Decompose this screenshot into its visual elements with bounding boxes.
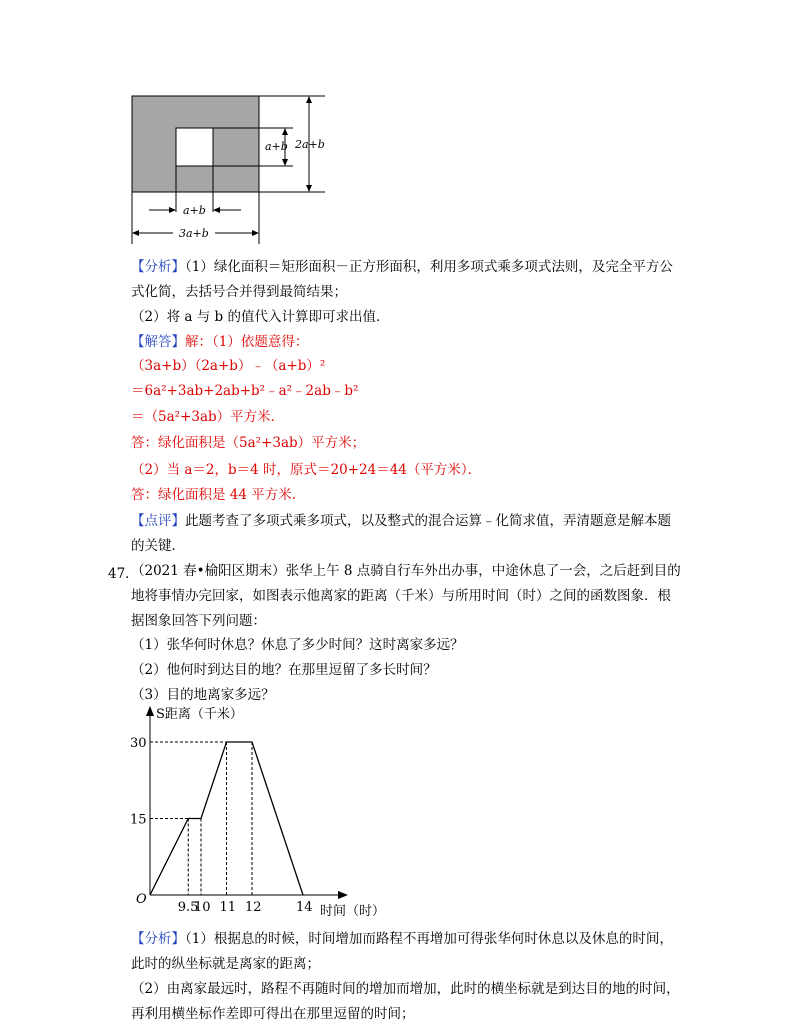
analysis-2-line-4: 再利用横坐标作差即可得出在那里逗留的时间； — [131, 1006, 415, 1022]
origin-label: O — [136, 892, 147, 907]
question-47-sub-3: （3）目的地离家多远？ — [131, 687, 275, 703]
x-tick-label: 11 — [219, 900, 237, 915]
solution-1-eq-2: ＝6a²+3ab+2ab+b²﹣a²﹣2ab﹣b² — [131, 383, 359, 399]
analysis-1-line-2: 式化简，去括号合并得到最简结果； — [131, 284, 347, 300]
analysis-2-line-1: 【分析】（1）根据息的时候，时间增加而路程不再增加可得张华何时休息以及休息的时间， — [131, 931, 673, 947]
x-tick-label: 14 — [296, 900, 313, 915]
comment-1-line-2: 的关键． — [131, 538, 185, 554]
x-tick-label: 10 — [194, 900, 211, 915]
inner-width-label: a+b — [183, 204, 206, 217]
analysis-2-line-3: （2）由离家最远时，路程不再随时间的增加而增加，此时的横坐标就是到达目的地的时间， — [131, 981, 680, 997]
x-axis-arrow — [338, 891, 348, 899]
analysis-1-line-1: 【分析】（1）绿化面积＝矩形面积－正方形面积，利用多项式乘多项式法则，及完全平方公 — [131, 259, 673, 275]
x-axis-label: 时间（时） — [320, 904, 386, 919]
x-tick-label: 9.5 — [177, 900, 199, 915]
solution-1-eq-1: （3a+b）（2a+b）﹣（a+b）² — [131, 358, 326, 374]
y-tick-label: 15 — [130, 812, 147, 828]
question-47-line-2: 地将事情办完回家，如图表示他离家的距离（千米）与所用时间（时）之间的函数图象．根 — [131, 588, 671, 604]
distance-time-chart — [125, 700, 395, 925]
inner-height-label: a+b — [265, 140, 288, 153]
outer-height-label: 2a+b — [295, 138, 325, 151]
solution-1-answer-2: 答：绿化面积是 44 平方米． — [131, 487, 306, 503]
solution-1-eq-3: ＝（5a²+3ab）平方米． — [131, 409, 285, 425]
inner-square — [176, 128, 213, 166]
analysis-1-line-3: （2）将 a 与 b 的值代入计算即可求出值． — [131, 309, 390, 325]
analysis-2-line-2: 此时的纵坐标就是离家的距离； — [131, 956, 320, 972]
area-figure — [125, 92, 335, 250]
solution-1-intro: 【解答】解：（1）依题意得： — [131, 334, 309, 350]
solution-1-answer-1: 答：绿化面积是（5a²+3ab）平方米； — [131, 435, 366, 451]
y-axis-arrow — [146, 706, 154, 716]
outer-width-label: 3a+b — [179, 227, 209, 240]
x-tick-label: 12 — [245, 900, 262, 915]
y-axis-label: S距离（千米） — [156, 707, 243, 722]
question-47-line-3: 据图象回答下列问题： — [131, 613, 266, 629]
comment-1-line-1: 【点评】此题考查了多项式乘多项式，以及整式的混合运算﹣化简求值，弄清题意是解本题 — [131, 513, 671, 529]
question-number: 47． — [108, 566, 139, 582]
solution-1-part-2: （2）当 a＝2，b＝4 时，原式＝20+24＝44（平方米）． — [131, 462, 482, 478]
question-47-line-1: （2021 春•榆阳区期末）张华上午 8 点骑自行车外出办事，中途休息了一会，之后赶到目的 — [131, 563, 681, 579]
question-47-sub-2: （2）他何时到达目的地？在那里逗留了多长时间？ — [131, 662, 437, 678]
y-tick-label: 30 — [130, 736, 147, 751]
question-47-sub-1: （1）张华何时休息？休息了多少时间？这时离家多远？ — [131, 637, 464, 653]
